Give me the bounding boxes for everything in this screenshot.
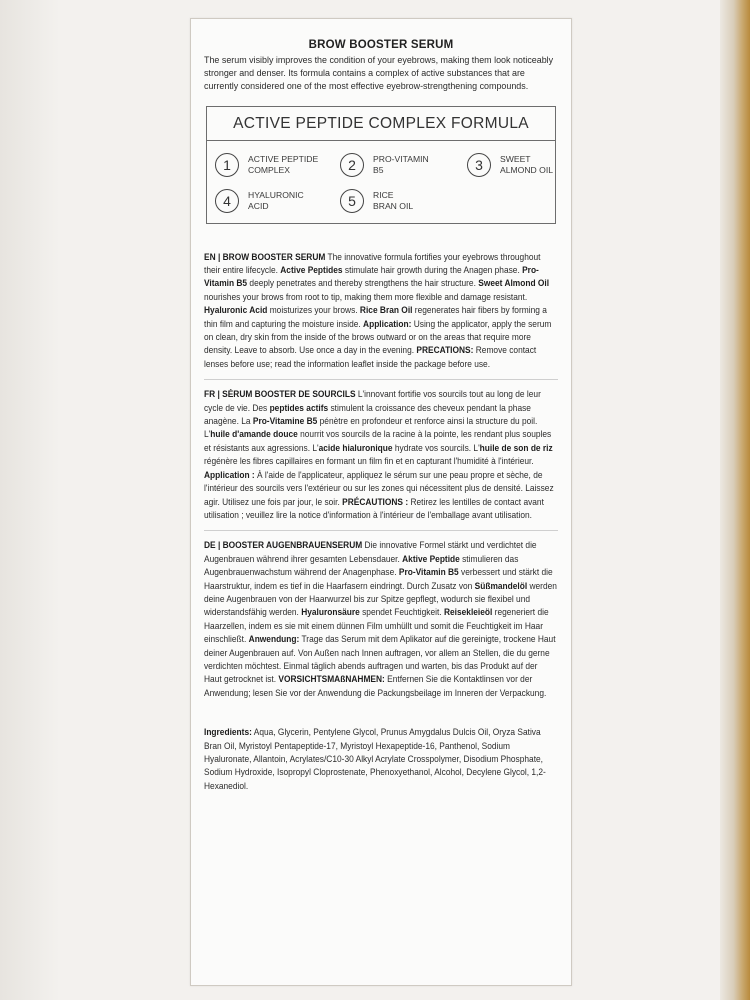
bold-term: Hyaluronic Acid [204, 305, 268, 316]
text-run: Die innovative Formel stärkt und verdichtet die Augenbrauen während ihrer gesamten Lebensdauer. [204, 540, 537, 564]
text-run: Aqua, Glycerin, Pentylene Glycol, Prunus Amygdalus Dulcis Oil, Oryza Sativa Bran Oil, Myristoyl Pentapeptide-17, Myristoyl Hexapeptide-16, Panthenol, Sodium Hyaluronate, Allantoin, Acrylates/C10-30 Alkyl Acrylate Crosspolymer, Disodium Phosphate, Sodium Hydroxide, Isopropyl Cloprostenate, Phenoxyethanol, Alcohol, Decylene Glycol, 1,2-Hexanediol. [204, 727, 546, 791]
bold-term: Reisekleieöl [443, 607, 493, 618]
package-gold-edge [720, 0, 750, 1000]
formula-item-line: PRO-VITAMIN [373, 153, 429, 164]
bold-term: VORSICHTSMAßNAHMEN: [278, 674, 385, 685]
formula-item-line: COMPLEX [248, 164, 291, 175]
formula-item-label [500, 154, 553, 176]
formula-item-line: HYALURONIC [248, 189, 304, 200]
text-run: verbessert und stärkt die Haarstruktur, indem es tief in die Haarfasern eindringt. Durch Zusatz von [204, 567, 553, 591]
text-run: stimulate hair growth during the Anagen phase. [342, 265, 523, 276]
number-3-circle: 3 [467, 153, 491, 177]
formula-item-line: B5 [373, 164, 384, 175]
text-run: régénère les fibres capillaires en formant un film fin et en capturant l'humidité à l'intérieur. [204, 456, 534, 467]
bold-term: acide hialuronique [318, 442, 393, 453]
formula-heading: ACTIVE PEPTIDE COMPLEX FORMULA [207, 107, 555, 141]
bold-term: Aktive Peptide [402, 553, 460, 564]
formula-box [206, 106, 556, 224]
number-4-circle: 4 [215, 189, 239, 213]
intro-paragraph: The serum visibly improves the condition of your eyebrows, making them look noticeably stronger and denser. Its formula contains a complex of active substances that are currently considered one of the most effective eyebrow-strengthening compounds. [204, 55, 554, 93]
text-run: hydrate vos sourcils. L' [392, 442, 480, 453]
bold-term: Active Peptides [280, 265, 343, 276]
bold-term: Pro-Vitamine B5 [252, 416, 318, 427]
text-run: Remove contact lenses before use; read the information leaflet inside the package before use. [204, 345, 537, 369]
formula-item-label [248, 190, 304, 212]
number-5-circle: 5 [340, 189, 364, 213]
text-run: Entfernen Sie die Kontaktlinsen vor der Anwendung; lesen Sie vor der Anwendung die Packungsbeilage im Inneren der Verpackung. [204, 674, 547, 698]
french-section [204, 388, 557, 522]
ingredients-list [204, 726, 557, 793]
bold-term: Pro-Vitamin B5 [398, 567, 459, 578]
text-run: Retirez les lentilles de contact avant utilisation ; veuillez lire la notice d'information à l'intérieur de l'emballage avant utilisation. [204, 496, 544, 520]
text-run: L'innovant fortifie vos sourcils tout au long de leur cycle de vie. Des [204, 389, 541, 413]
bold-term: Application : [204, 469, 255, 480]
bold-term: FR | SÉRUM BOOSTER DE SOURCILS [204, 389, 356, 400]
formula-item-line: ALMOND OIL [500, 164, 554, 175]
bold-term: peptides actifs [269, 402, 329, 413]
bold-term: DE | BOOSTER AUGENBRAUENSERUM [204, 540, 363, 551]
text-run: stimulieren das Augenbrauenwachstum während der Anagenphase. [204, 553, 519, 578]
bold-term: EN | BROW BOOSTER SERUM [204, 251, 326, 262]
bold-term: huile de son de riz [479, 442, 553, 453]
text-run: nourishes your brows from root to tip, making them more flexible and damage resistant. [204, 291, 528, 302]
text-run: Trage das Serum mit dem Aplikator auf die gereinigte, trockene Haut deiner Augenbrauen auf. Von Außen nach Innen auftragen, vor allem an Stellen, die du gerne verdichten möchtest. Einmal täglich abends auftragen und warten, bis das Produkt auf der Haut getrocknet ist. [204, 634, 556, 685]
formula-item-line: ACTIVE PEPTIDE [248, 153, 319, 164]
text-run: deeply penetrates and thereby strengthens the hair structure. [247, 278, 479, 289]
text-run: pénètre en profondeur et renforce ainsi la structure du poil. L' [204, 416, 538, 440]
text-run: stimulent la croissance des cheveux pendant la phase anagène. La [204, 402, 531, 427]
text-run: À l'aide de l'applicateur, appliquez le sérum sur une peau propre et sèche, de l'intérieur des sourcils vers l'extérieur ou sur les zones qui nécessitent plus de densité. Laissez agir. Utilisez une fois par jour, le soir. [204, 469, 554, 507]
formula-item-label [373, 154, 429, 176]
section-divider [204, 530, 558, 531]
text-run: regeneriert die Haarzellen, indem es sie mit einem dünnen Film umhüllt und somit die Feuchtigkeit im Haar einschließt. [204, 607, 549, 645]
formula-item [215, 150, 340, 180]
formula-item-line: BRAN OIL [373, 200, 414, 211]
number-2-circle: 2 [340, 153, 364, 177]
formula-item [340, 186, 467, 216]
formula-item [215, 186, 340, 216]
bold-term: Rice Bran Oil [359, 305, 413, 316]
text-run: werden deine Augenbrauen von der Haarwurzel bis zur Spitze gepflegt, wodurch sie flexibel und widerstandsfähig werden. [204, 580, 557, 618]
bold-term: Pro-Vitamin B5 [204, 265, 539, 289]
bold-term: Application: [363, 318, 412, 329]
text-run: Using the applicator, apply the serum on clean, dry skin from the inside of the brows outward or on the areas that require more density. Leave to absorb. Use once a day in the evening. [204, 318, 552, 356]
text-run: nourrit vos sourcils de la racine à la pointe, les rendant plus souples et résistants aux agressions. L' [204, 429, 552, 453]
bold-term: PRÉCAUTIONS : [342, 496, 409, 507]
bold-term: huile d'amande douce [210, 429, 298, 440]
text-run: spendet Feuchtigkeit. [359, 607, 444, 618]
formula-item [467, 150, 577, 180]
bold-term: Süßmandelöl [474, 580, 528, 591]
formula-item-line: ACID [248, 200, 269, 211]
formula-item-label [373, 190, 413, 212]
formula-item-line: RICE [373, 189, 394, 200]
bold-term: Hyaluronsäure [301, 607, 360, 618]
text-run: The innovative formula fortifies your eyebrows throughout their entire lifecycle. [204, 251, 541, 276]
bold-term: Anwendung: [248, 634, 300, 645]
formula-item-label [248, 154, 318, 176]
english-section [204, 251, 557, 372]
text-run: regenerates hair fibers by forming a thin film and capturing the moisture inside. [204, 305, 547, 329]
text-run: moisturizes your brows. [267, 305, 360, 316]
formula-item-line: SWEET [500, 153, 531, 164]
formula-grid [207, 141, 555, 216]
formula-item [340, 150, 467, 180]
bold-term: Sweet Almond Oil [478, 278, 550, 289]
bold-term: PRECATIONS: [416, 345, 474, 356]
section-divider [204, 379, 558, 380]
number-1-circle: 1 [215, 153, 239, 177]
background-left [0, 0, 60, 1000]
bold-term: Ingredients: [204, 727, 252, 738]
german-section [204, 539, 557, 700]
product-label-card [190, 18, 572, 986]
product-title: BROW BOOSTER SERUM [308, 39, 454, 51]
